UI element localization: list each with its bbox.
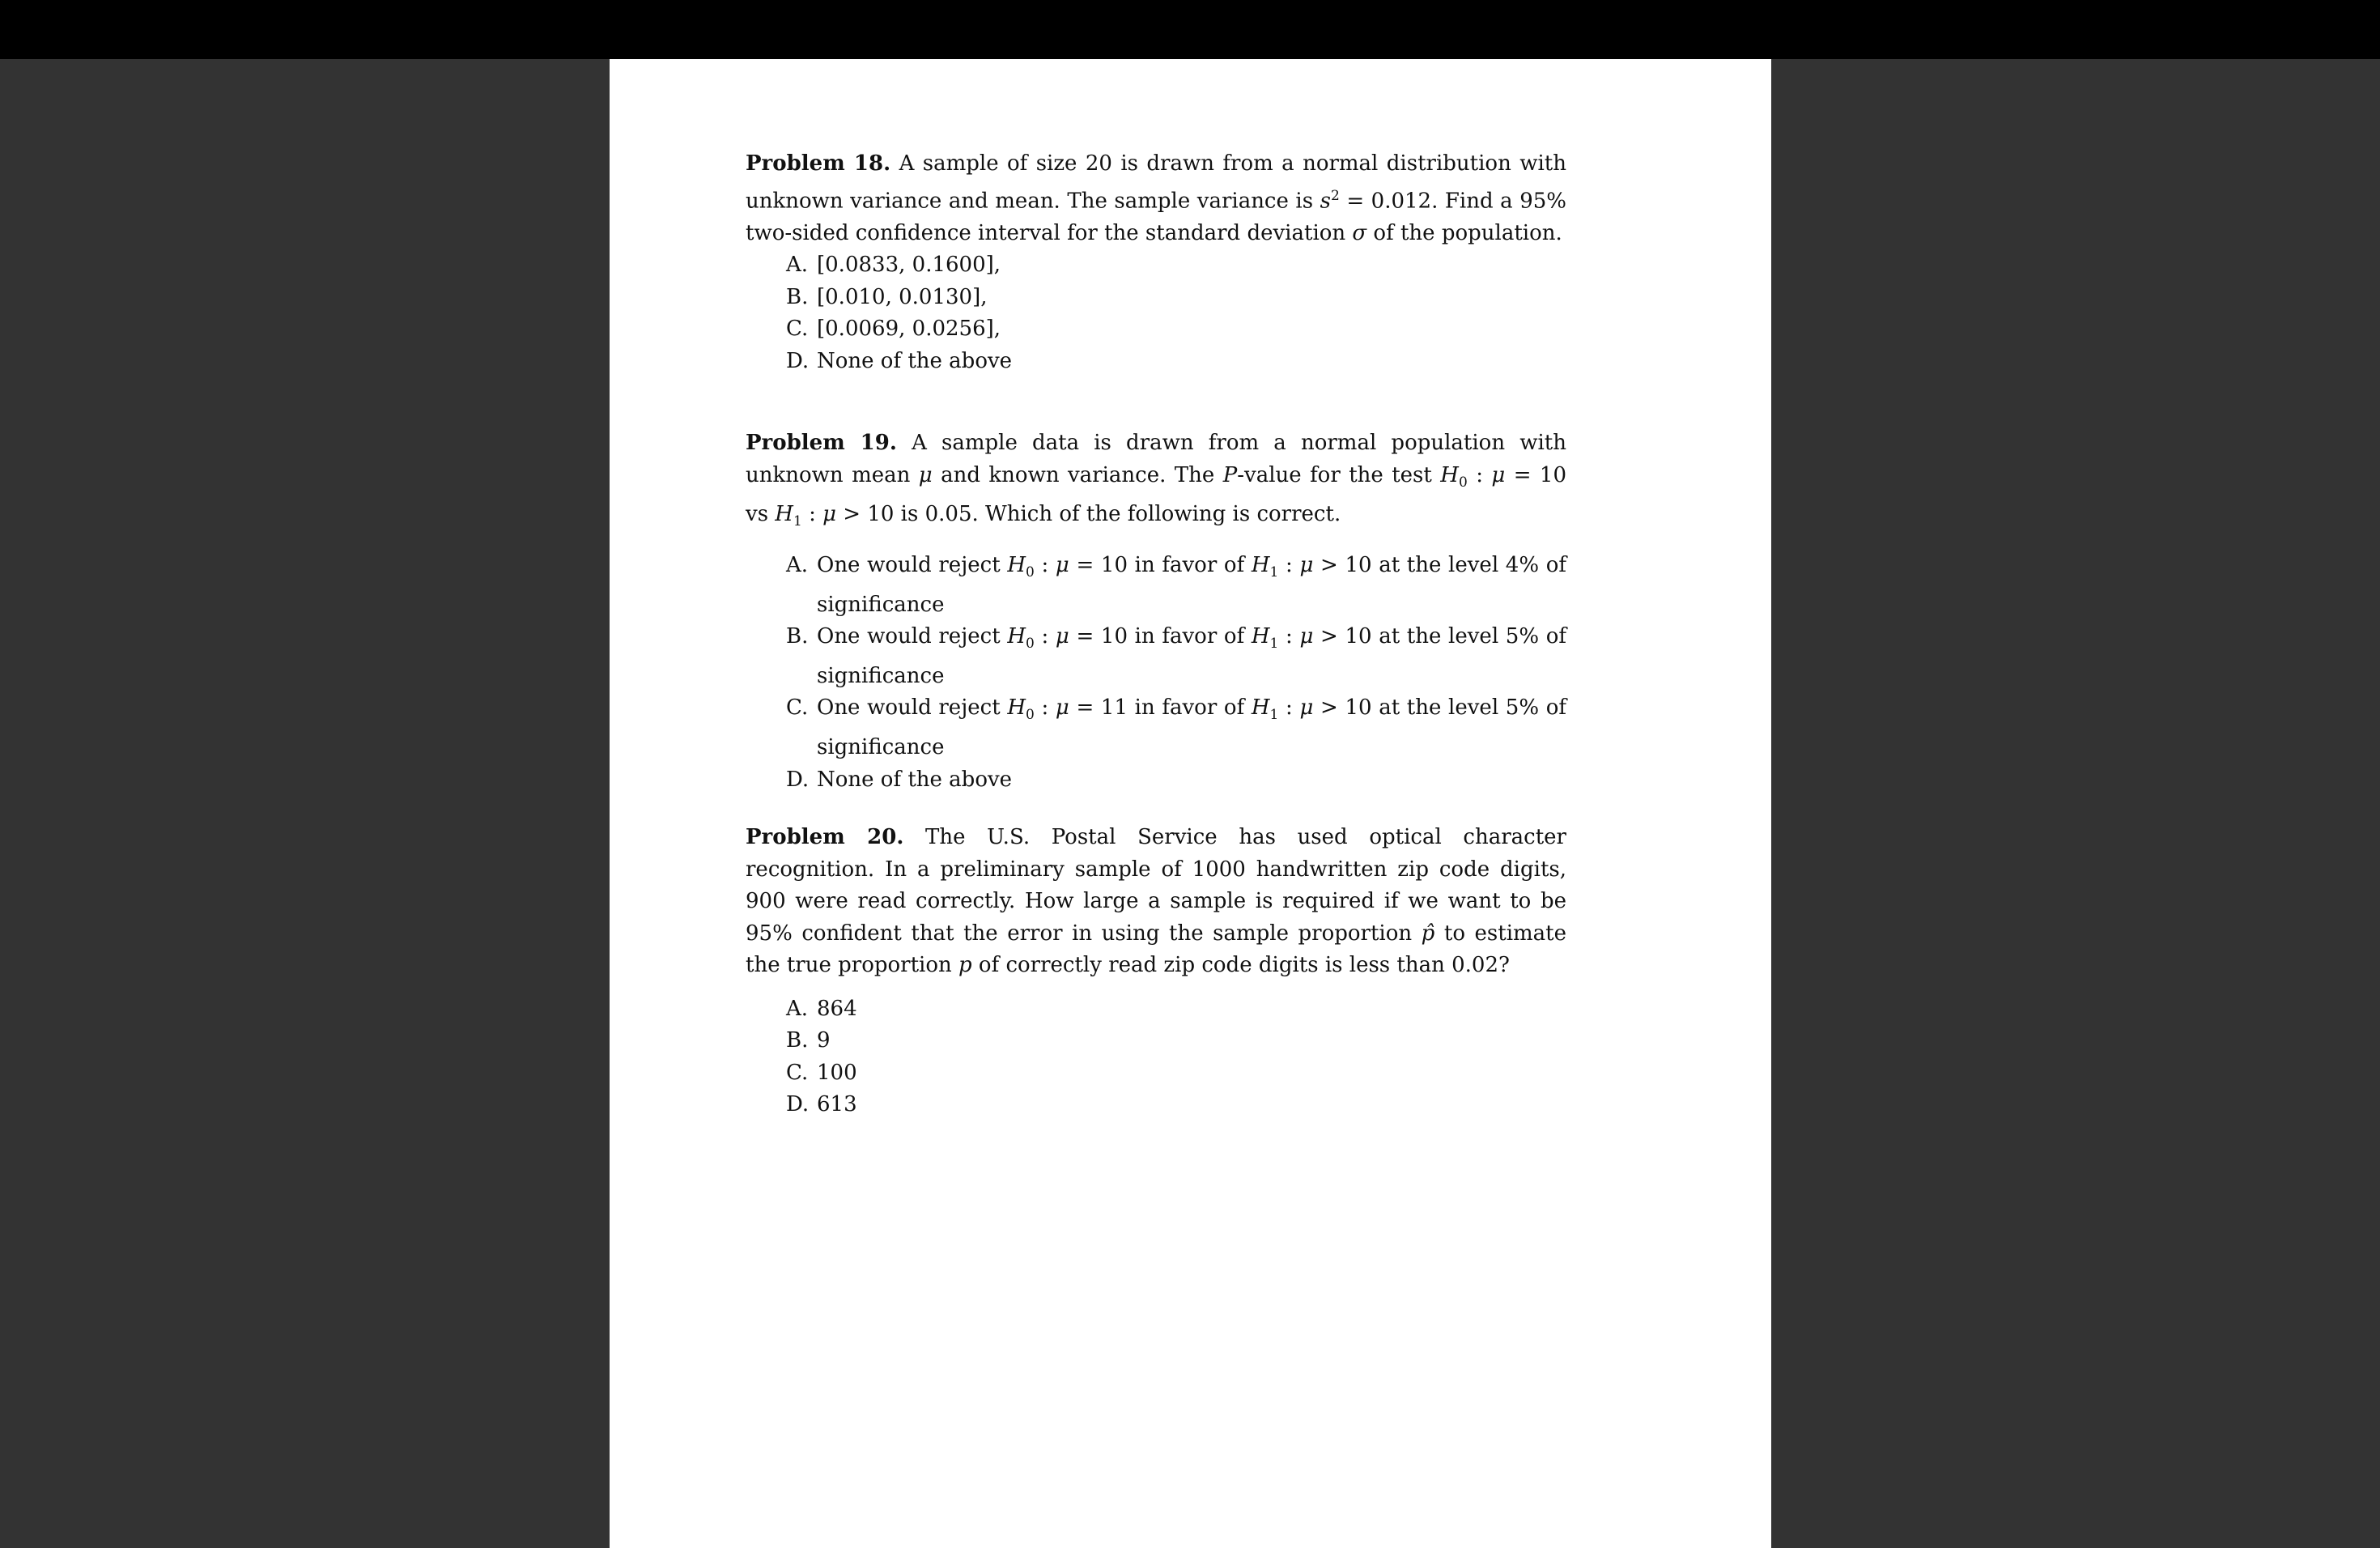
choice-text-part: = 10 in favor of: [1069, 624, 1252, 649]
choice-letter: D.: [786, 767, 810, 792]
math-mu: μ: [1055, 695, 1069, 721]
problem-19-text: = 10 vs: [746, 462, 1566, 527]
math-h: H: [1007, 624, 1026, 649]
problem-19-statement: [746, 427, 1566, 538]
problem-19-text: > 10 is 0.05. Which of the following is correct.: [836, 502, 1341, 527]
problem-19-label: Problem 19.: [746, 431, 897, 456]
math-mu: μ: [1299, 624, 1314, 649]
choice-letter: B.: [786, 1028, 809, 1053]
math-p-hat: p̂: [1421, 921, 1435, 946]
choice-c: [786, 1057, 1566, 1090]
choice-letter: A.: [786, 996, 809, 1021]
math-s: s: [1320, 189, 1331, 214]
choice-text: None of the above: [817, 348, 1013, 373]
choice-b: [786, 621, 1566, 692]
choice-text: [0.0069, 0.0256],: [817, 317, 1001, 342]
math-p: P: [1222, 462, 1238, 487]
choice-b: [786, 282, 1566, 314]
choice-text-part: :: [1034, 695, 1056, 721]
problem-19-text: -value for the test: [1237, 462, 1441, 487]
math-exponent: 2: [1330, 187, 1340, 204]
math-h: H: [1251, 695, 1270, 721]
math-h: H: [775, 502, 793, 527]
choice-text: None of the above: [817, 767, 1013, 792]
problem-20-label: Problem 20.: [746, 825, 904, 850]
choice-a: [786, 550, 1566, 621]
problem-18-label: Problem 18.: [746, 151, 891, 176]
choice-d: [786, 1089, 1566, 1121]
math-mu: μ: [1055, 624, 1069, 649]
problem-19-text: A sample data is drawn from a normal population with unknown mean: [746, 431, 1567, 487]
math-subscript: 0: [1026, 636, 1035, 653]
math-h: H: [1251, 624, 1270, 649]
math-h: H: [1251, 553, 1270, 578]
choice-letter: A.: [786, 253, 809, 278]
problem-18-text: of the population.: [1366, 220, 1562, 245]
math-subscript: 1: [1269, 636, 1279, 653]
problem-20-text: The U.S. Postal Service has used optical character recognition. In a preliminary sample of 1000 handwritten zip code digits, 900 were read correctly. How large a sample is required if we want to be 95% confident that the error in using the sample proportion: [746, 825, 1566, 946]
choice-text: [0.010, 0.0130],: [817, 284, 988, 309]
choice-text-part: One would reject: [817, 553, 1008, 578]
math-mu: μ: [918, 462, 933, 487]
choice-text-part: > 10 at the level 5% of significance: [817, 624, 1566, 688]
math-mu: μ: [822, 502, 837, 527]
problem-18-choices: [746, 249, 1566, 377]
choice-a: [786, 249, 1566, 282]
choice-a: [786, 993, 1566, 1026]
choice-text-part: :: [1278, 624, 1300, 649]
choice-text-part: :: [1278, 553, 1300, 578]
choice-letter: B.: [786, 284, 809, 309]
choice-text: 864: [817, 996, 857, 1021]
choice-text-part: One would reject: [817, 624, 1008, 649]
math-subscript: 0: [1026, 707, 1035, 724]
problem-19-text: and known variance. The: [932, 462, 1223, 487]
choice-text: [817, 692, 1566, 763]
top-bar: [0, 0, 2380, 59]
math-subscript: 0: [1458, 474, 1468, 491]
choice-letter: B.: [786, 624, 809, 649]
choice-letter: C.: [786, 695, 809, 721]
math-mu: μ: [1299, 553, 1314, 578]
page-content: [746, 148, 1566, 1121]
problem-20-statement: [746, 822, 1566, 982]
choice-text-part: = 11 in favor of: [1069, 695, 1252, 721]
math-subscript: 1: [793, 513, 802, 530]
choice-text: 100: [817, 1060, 857, 1085]
problem-18-text: = 0.012. Find a 95% two-sided confidence interval for the standard deviation: [746, 189, 1567, 245]
choice-text: [817, 621, 1566, 692]
choice-text-part: > 10 at the level 4% of significance: [817, 553, 1566, 617]
math-p: p: [958, 953, 972, 978]
choice-c: [786, 692, 1566, 763]
spacer: [746, 538, 1566, 550]
problem-19-choices: [746, 550, 1566, 796]
problem-19-text: :: [1467, 462, 1492, 487]
choice-b: [786, 1025, 1566, 1057]
math-subscript: 1: [1269, 564, 1279, 581]
spacer: [746, 982, 1566, 993]
spacer: [746, 796, 1566, 822]
choice-letter: D.: [786, 348, 810, 373]
choice-text: 9: [817, 1028, 831, 1053]
choice-letter: A.: [786, 553, 809, 578]
problem-20-text: to estimate the true proportion: [746, 921, 1566, 978]
choice-text-part: = 10 in favor of: [1069, 553, 1252, 578]
choice-text-part: One would reject: [817, 695, 1008, 721]
choice-c: [786, 313, 1566, 346]
choice-text-part: :: [1278, 695, 1300, 721]
math-mu: μ: [1299, 695, 1314, 721]
choice-text: [817, 550, 1566, 621]
problem-18-statement: [746, 148, 1566, 249]
choice-letter: C.: [786, 1060, 809, 1085]
math-h: H: [1007, 695, 1026, 721]
math-mu: μ: [1491, 462, 1506, 487]
choice-text-part: :: [1034, 624, 1056, 649]
problem-19-text: :: [801, 502, 823, 527]
math-mu: μ: [1055, 553, 1069, 578]
choice-text-part: > 10 at the level 5% of significance: [817, 695, 1566, 760]
math-sigma: σ: [1352, 220, 1367, 245]
math-subscript: 1: [1269, 707, 1279, 724]
document-page: [610, 59, 1771, 1548]
choice-d: [786, 764, 1566, 797]
problem-20-choices: [746, 993, 1566, 1121]
spacer: [746, 377, 1566, 427]
choice-d: [786, 346, 1566, 378]
math-h: H: [1440, 462, 1459, 487]
math-h: H: [1007, 553, 1026, 578]
problem-20-text: of correctly read zip code digits is less than 0.02?: [971, 953, 1510, 978]
choice-letter: D.: [786, 1092, 810, 1117]
problem-18-text: A sample of size 20 is drawn from a normal distribution with unknown variance and mean. The sample variance is: [746, 151, 1566, 214]
choice-text-part: :: [1034, 553, 1056, 578]
choice-text: 613: [817, 1092, 857, 1117]
math-subscript: 0: [1026, 564, 1035, 581]
choice-text: [0.0833, 0.1600],: [817, 253, 1001, 278]
choice-letter: C.: [786, 317, 809, 342]
